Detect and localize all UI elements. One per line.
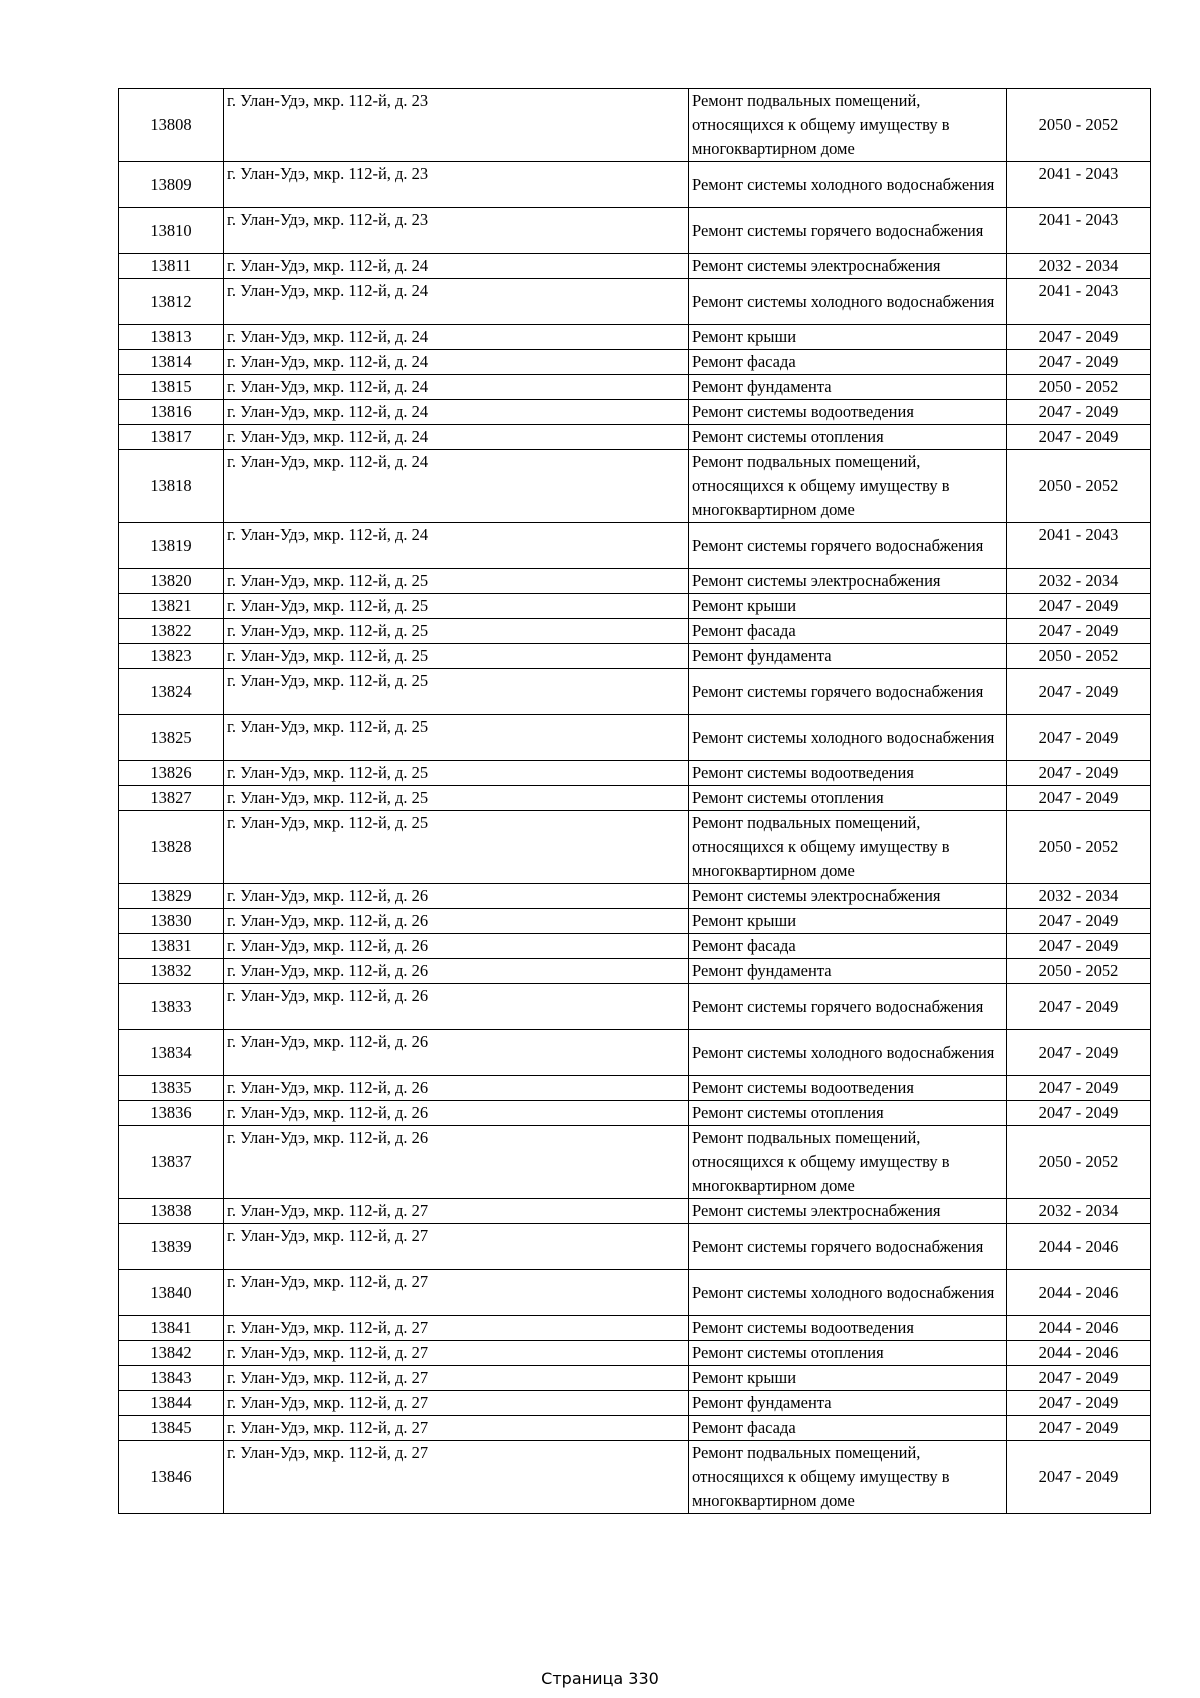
row-address: г. Улан-Удэ, мкр. 112-й, д. 25: [224, 644, 689, 669]
table-row: [119, 450, 1151, 523]
row-period: 2047 - 2049: [1007, 594, 1151, 619]
row-work-type: Ремонт подвальных помещений, относящихся к общему имуществу в многоквартирном доме: [689, 89, 1007, 162]
row-period: 2047 - 2049: [1007, 934, 1151, 959]
table-row: [119, 425, 1151, 450]
row-period: 2047 - 2049: [1007, 1416, 1151, 1441]
row-work-type: Ремонт системы водоотведения: [689, 1316, 1007, 1341]
row-number: 13816: [119, 400, 224, 425]
row-work-type: Ремонт фундамента: [689, 959, 1007, 984]
row-number: 13837: [119, 1126, 224, 1199]
row-number: 13833: [119, 984, 224, 1030]
row-work-type: Ремонт крыши: [689, 594, 1007, 619]
row-work-type: Ремонт системы холодного водоснабжения: [689, 1030, 1007, 1076]
row-address: г. Улан-Удэ, мкр. 112-й, д. 24: [224, 254, 689, 279]
row-address: г. Улан-Удэ, мкр. 112-й, д. 26: [224, 1030, 689, 1076]
row-period: 2047 - 2049: [1007, 786, 1151, 811]
row-work-type: Ремонт системы горячего водоснабжения: [689, 1224, 1007, 1270]
table-row: [119, 1341, 1151, 1366]
repair-schedule-body: [119, 89, 1151, 1514]
row-work-type: Ремонт системы отопления: [689, 1101, 1007, 1126]
row-address: г. Улан-Удэ, мкр. 112-й, д. 27: [224, 1366, 689, 1391]
row-address: г. Улан-Удэ, мкр. 112-й, д. 25: [224, 811, 689, 884]
row-number: 13842: [119, 1341, 224, 1366]
row-address: г. Улан-Удэ, мкр. 112-й, д. 27: [224, 1316, 689, 1341]
row-period: 2047 - 2049: [1007, 1101, 1151, 1126]
row-period: 2044 - 2046: [1007, 1341, 1151, 1366]
row-address: г. Улан-Удэ, мкр. 112-й, д. 25: [224, 715, 689, 761]
table-row: [119, 162, 1151, 208]
row-work-type: Ремонт фундамента: [689, 375, 1007, 400]
row-address: г. Улан-Удэ, мкр. 112-й, д. 25: [224, 786, 689, 811]
row-number: 13828: [119, 811, 224, 884]
row-work-type: Ремонт системы горячего водоснабжения: [689, 984, 1007, 1030]
row-work-type: Ремонт фундамента: [689, 1391, 1007, 1416]
row-period: 2050 - 2052: [1007, 375, 1151, 400]
table-row: [119, 761, 1151, 786]
row-period: 2041 - 2043: [1007, 162, 1151, 208]
row-address: г. Улан-Удэ, мкр. 112-й, д. 26: [224, 984, 689, 1030]
row-number: 13830: [119, 909, 224, 934]
row-period: 2047 - 2049: [1007, 669, 1151, 715]
row-address: г. Улан-Удэ, мкр. 112-й, д. 27: [224, 1416, 689, 1441]
row-number: 13820: [119, 569, 224, 594]
table-row: [119, 325, 1151, 350]
row-number: 13815: [119, 375, 224, 400]
row-period: 2032 - 2034: [1007, 1199, 1151, 1224]
row-address: г. Улан-Удэ, мкр. 112-й, д. 25: [224, 619, 689, 644]
row-work-type: Ремонт системы холодного водоснабжения: [689, 1270, 1007, 1316]
row-number: 13823: [119, 644, 224, 669]
row-period: 2032 - 2034: [1007, 254, 1151, 279]
row-number: 13834: [119, 1030, 224, 1076]
row-work-type: Ремонт системы горячего водоснабжения: [689, 208, 1007, 254]
row-period: 2044 - 2046: [1007, 1224, 1151, 1270]
table-row: [119, 569, 1151, 594]
table-row: [119, 644, 1151, 669]
row-work-type: Ремонт фундамента: [689, 644, 1007, 669]
row-number: 13846: [119, 1441, 224, 1514]
table-row: [119, 934, 1151, 959]
row-address: г. Улан-Удэ, мкр. 112-й, д. 25: [224, 569, 689, 594]
table-row: [119, 884, 1151, 909]
row-work-type: Ремонт системы электроснабжения: [689, 569, 1007, 594]
row-work-type: Ремонт системы электроснабжения: [689, 254, 1007, 279]
row-work-type: Ремонт системы водоотведения: [689, 400, 1007, 425]
row-address: г. Улан-Удэ, мкр. 112-й, д. 26: [224, 959, 689, 984]
table-row: [119, 1224, 1151, 1270]
row-work-type: Ремонт системы отопления: [689, 425, 1007, 450]
table-row: [119, 619, 1151, 644]
row-period: 2047 - 2049: [1007, 909, 1151, 934]
row-period: 2047 - 2049: [1007, 1030, 1151, 1076]
row-work-type: Ремонт системы холодного водоснабжения: [689, 279, 1007, 325]
table-row: [119, 1441, 1151, 1514]
table-row: [119, 523, 1151, 569]
table-row: [119, 375, 1151, 400]
row-address: г. Улан-Удэ, мкр. 112-й, д. 27: [224, 1441, 689, 1514]
row-address: г. Улан-Удэ, мкр. 112-й, д. 26: [224, 1101, 689, 1126]
row-period: 2050 - 2052: [1007, 644, 1151, 669]
row-address: г. Улан-Удэ, мкр. 112-й, д. 27: [224, 1391, 689, 1416]
row-period: 2050 - 2052: [1007, 1126, 1151, 1199]
row-number: 13845: [119, 1416, 224, 1441]
row-work-type: Ремонт крыши: [689, 1366, 1007, 1391]
row-period: 2047 - 2049: [1007, 325, 1151, 350]
row-number: 13821: [119, 594, 224, 619]
row-period: 2047 - 2049: [1007, 1391, 1151, 1416]
table-row: [119, 1416, 1151, 1441]
row-address: г. Улан-Удэ, мкр. 112-й, д. 26: [224, 1076, 689, 1101]
row-period: 2047 - 2049: [1007, 619, 1151, 644]
row-address: г. Улан-Удэ, мкр. 112-й, д. 23: [224, 162, 689, 208]
row-period: 2047 - 2049: [1007, 715, 1151, 761]
row-number: 13839: [119, 1224, 224, 1270]
row-period: 2047 - 2049: [1007, 1366, 1151, 1391]
row-number: 13809: [119, 162, 224, 208]
row-address: г. Улан-Удэ, мкр. 112-й, д. 24: [224, 450, 689, 523]
row-number: 13827: [119, 786, 224, 811]
row-work-type: Ремонт фасада: [689, 619, 1007, 644]
table-row: [119, 1076, 1151, 1101]
row-address: г. Улан-Удэ, мкр. 112-й, д. 27: [224, 1199, 689, 1224]
row-period: 2041 - 2043: [1007, 523, 1151, 569]
row-number: 13817: [119, 425, 224, 450]
row-work-type: Ремонт системы отопления: [689, 786, 1007, 811]
table-row: [119, 786, 1151, 811]
row-work-type: Ремонт подвальных помещений, относящихся к общему имуществу в многоквартирном доме: [689, 1126, 1007, 1199]
row-period: 2047 - 2049: [1007, 984, 1151, 1030]
row-number: 13835: [119, 1076, 224, 1101]
row-period: 2047 - 2049: [1007, 1441, 1151, 1514]
table-row: [119, 1030, 1151, 1076]
row-period: 2044 - 2046: [1007, 1316, 1151, 1341]
row-address: г. Улан-Удэ, мкр. 112-й, д. 23: [224, 89, 689, 162]
table-row: [119, 400, 1151, 425]
row-work-type: Ремонт системы водоотведения: [689, 761, 1007, 786]
row-number: 13831: [119, 934, 224, 959]
row-address: г. Улан-Удэ, мкр. 112-й, д. 26: [224, 884, 689, 909]
row-address: г. Улан-Удэ, мкр. 112-й, д. 26: [224, 1126, 689, 1199]
row-work-type: Ремонт системы электроснабжения: [689, 884, 1007, 909]
row-number: 13811: [119, 254, 224, 279]
row-period: 2047 - 2049: [1007, 761, 1151, 786]
row-number: 13824: [119, 669, 224, 715]
table-row: [119, 811, 1151, 884]
table-row: [119, 669, 1151, 715]
row-number: 13819: [119, 523, 224, 569]
row-number: 13813: [119, 325, 224, 350]
row-number: 13826: [119, 761, 224, 786]
row-address: г. Улан-Удэ, мкр. 112-й, д. 25: [224, 761, 689, 786]
row-address: г. Улан-Удэ, мкр. 112-й, д. 27: [224, 1270, 689, 1316]
table-row: [119, 1126, 1151, 1199]
row-address: г. Улан-Удэ, мкр. 112-й, д. 24: [224, 425, 689, 450]
row-address: г. Улан-Удэ, мкр. 112-й, д. 24: [224, 325, 689, 350]
table-row: [119, 1366, 1151, 1391]
row-address: г. Улан-Удэ, мкр. 112-й, д. 24: [224, 279, 689, 325]
row-period: 2041 - 2043: [1007, 279, 1151, 325]
row-work-type: Ремонт системы холодного водоснабжения: [689, 162, 1007, 208]
table-row: [119, 1270, 1151, 1316]
row-address: г. Улан-Удэ, мкр. 112-й, д. 24: [224, 375, 689, 400]
table-row: [119, 1101, 1151, 1126]
table-row: [119, 208, 1151, 254]
row-period: 2044 - 2046: [1007, 1270, 1151, 1316]
row-period: 2047 - 2049: [1007, 1076, 1151, 1101]
table-row: [119, 279, 1151, 325]
row-period: 2041 - 2043: [1007, 208, 1151, 254]
row-period: 2050 - 2052: [1007, 450, 1151, 523]
row-work-type: Ремонт фасада: [689, 1416, 1007, 1441]
row-address: г. Улан-Удэ, мкр. 112-й, д. 25: [224, 594, 689, 619]
row-number: 13812: [119, 279, 224, 325]
row-work-type: Ремонт системы водоотведения: [689, 1076, 1007, 1101]
row-work-type: Ремонт крыши: [689, 909, 1007, 934]
row-address: г. Улан-Удэ, мкр. 112-й, д. 24: [224, 523, 689, 569]
repair-schedule-table: [118, 88, 1151, 1514]
row-address: г. Улан-Удэ, мкр. 112-й, д. 27: [224, 1341, 689, 1366]
row-work-type: Ремонт системы электроснабжения: [689, 1199, 1007, 1224]
row-period: 2050 - 2052: [1007, 89, 1151, 162]
row-number: 13840: [119, 1270, 224, 1316]
table-row: [119, 909, 1151, 934]
row-address: г. Улан-Удэ, мкр. 112-й, д. 23: [224, 208, 689, 254]
table-row: [119, 1391, 1151, 1416]
row-address: г. Улан-Удэ, мкр. 112-й, д. 26: [224, 934, 689, 959]
table-row: [119, 959, 1151, 984]
row-address: г. Улан-Удэ, мкр. 112-й, д. 26: [224, 909, 689, 934]
row-number: 13836: [119, 1101, 224, 1126]
row-address: г. Улан-Удэ, мкр. 112-й, д. 25: [224, 669, 689, 715]
row-period: 2050 - 2052: [1007, 959, 1151, 984]
table-row: [119, 1199, 1151, 1224]
row-number: 13832: [119, 959, 224, 984]
row-number: 13808: [119, 89, 224, 162]
row-work-type: Ремонт крыши: [689, 325, 1007, 350]
row-number: 13843: [119, 1366, 224, 1391]
row-work-type: Ремонт подвальных помещений, относящихся к общему имуществу в многоквартирном доме: [689, 450, 1007, 523]
row-number: 13844: [119, 1391, 224, 1416]
row-period: 2047 - 2049: [1007, 350, 1151, 375]
row-number: 13838: [119, 1199, 224, 1224]
table-row: [119, 715, 1151, 761]
table-row: [119, 594, 1151, 619]
row-work-type: Ремонт фасада: [689, 934, 1007, 959]
row-number: 13818: [119, 450, 224, 523]
row-work-type: Ремонт системы горячего водоснабжения: [689, 669, 1007, 715]
row-number: 13841: [119, 1316, 224, 1341]
row-work-type: Ремонт фасада: [689, 350, 1007, 375]
table-row: [119, 254, 1151, 279]
row-work-type: Ремонт подвальных помещений, относящихся к общему имуществу в многоквартирном доме: [689, 1441, 1007, 1514]
table-row: [119, 1316, 1151, 1341]
page-number: Страница 330: [541, 1669, 659, 1688]
row-work-type: Ремонт системы отопления: [689, 1341, 1007, 1366]
table-row: [119, 350, 1151, 375]
row-number: 13810: [119, 208, 224, 254]
row-period: 2050 - 2052: [1007, 811, 1151, 884]
row-number: 13825: [119, 715, 224, 761]
row-period: 2032 - 2034: [1007, 569, 1151, 594]
row-period: 2047 - 2049: [1007, 425, 1151, 450]
table-row: [119, 89, 1151, 162]
row-address: г. Улан-Удэ, мкр. 112-й, д. 27: [224, 1224, 689, 1270]
row-address: г. Улан-Удэ, мкр. 112-й, д. 24: [224, 400, 689, 425]
row-number: 13814: [119, 350, 224, 375]
row-number: 13822: [119, 619, 224, 644]
row-period: 2032 - 2034: [1007, 884, 1151, 909]
row-work-type: Ремонт подвальных помещений, относящихся к общему имуществу в многоквартирном доме: [689, 811, 1007, 884]
row-address: г. Улан-Удэ, мкр. 112-й, д. 24: [224, 350, 689, 375]
row-work-type: Ремонт системы горячего водоснабжения: [689, 523, 1007, 569]
row-period: 2047 - 2049: [1007, 400, 1151, 425]
row-work-type: Ремонт системы холодного водоснабжения: [689, 715, 1007, 761]
table-row: [119, 984, 1151, 1030]
row-number: 13829: [119, 884, 224, 909]
